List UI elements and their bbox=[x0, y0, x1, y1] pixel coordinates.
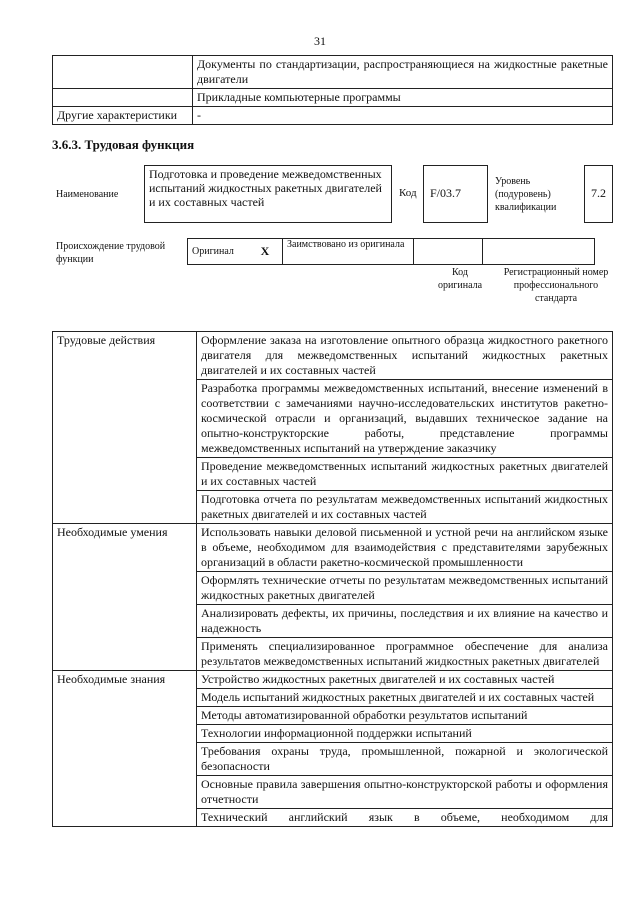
table-row bbox=[53, 524, 613, 572]
reg-caption: Регистрационный номер профессионального стандарта bbox=[503, 267, 609, 304]
origin-block bbox=[52, 238, 613, 328]
borrowed-label: Заимствовано из оригинала bbox=[283, 239, 414, 265]
list-item: Разработка программы межведомственных испытаний, внесение изменений в соответствии с замечаниями научно-исследовательских институтов ракетно-космической отрасли и организаций, выдавших техническое задание на опытно-конструкторские работы, представление программы межведомственных испытаний на утверждение заказчику bbox=[197, 380, 613, 458]
group-label: Трудовые действия bbox=[53, 332, 197, 524]
original-label: Оригинал bbox=[188, 239, 249, 265]
list-item: Технический английский язык в объеме, необходимом для bbox=[197, 809, 613, 827]
row-label bbox=[53, 56, 193, 89]
list-item: Требования охраны труда, промышленной, пожарной и экологической безопасности bbox=[197, 743, 613, 776]
list-item: Оформление заказа на изготовление опытного образца жидкостного ракетного двигателя для межведомственных испытаний жидкостных ракетных двигателей и их составных частей bbox=[197, 332, 613, 380]
row-label: Другие характеристики bbox=[53, 107, 193, 125]
page-number: 31 bbox=[314, 34, 326, 48]
original-mark: X bbox=[248, 239, 283, 265]
characteristics-table bbox=[52, 55, 613, 125]
table-row bbox=[53, 107, 613, 125]
group-label: Необходимые знания bbox=[53, 671, 197, 827]
list-item: Основные правила завершения опытно-конструкторской работы и оформления отчетности bbox=[197, 776, 613, 809]
list-item: Подготовка отчета по результатам межведомственных испытаний жидкостных ракетных двигателей и их составных частей bbox=[197, 491, 613, 524]
list-item: Использовать навыки деловой письменной и устной речи на английском языке в объеме, необходимом для взаимодействия с представителями зарубежных организаций в области ракетно-космической промышленности bbox=[197, 524, 613, 572]
level-value: 7.2 bbox=[584, 165, 613, 223]
name-label: Наименование bbox=[56, 189, 119, 200]
code-caption: Код оригинала bbox=[437, 267, 483, 291]
level-label: Уровень (подуровень) квалификации bbox=[495, 176, 557, 213]
list-item: Технологии информационной поддержки испытаний bbox=[197, 725, 613, 743]
list-item: Устройство жидкостных ракетных двигателей и их составных частей bbox=[197, 671, 613, 689]
row-text: - bbox=[193, 107, 613, 125]
origin-reg-cell bbox=[483, 239, 595, 265]
list-item: Методы автоматизированной обработки результатов испытаний bbox=[197, 707, 613, 725]
table-row bbox=[188, 239, 595, 265]
table-row bbox=[53, 89, 613, 107]
function-table bbox=[52, 331, 613, 827]
table-row bbox=[53, 332, 613, 380]
list-item: Применять специализированное программное обеспечение для анализа результатов межведомственных испытаний жидкостных ракетных двигателей bbox=[197, 638, 613, 671]
list-item: Модель испытаний жидкостных ракетных двигателей и их составных частей bbox=[197, 689, 613, 707]
function-code: F/03.7 bbox=[423, 165, 488, 223]
code-label: Код bbox=[399, 187, 417, 199]
row-text: Прикладные компьютерные программы bbox=[193, 89, 613, 107]
function-name: Подготовка и проведение межведомственных испытаний жидкостных ракетных двигателей и их составных частей bbox=[144, 165, 392, 223]
list-item: Анализировать дефекты, их причины, последствия и их влияние на качество и надежность bbox=[197, 605, 613, 638]
list-item: Проведение межведомственных испытаний жидкостных ракетных двигателей и их составных частей bbox=[197, 458, 613, 491]
group-label: Необходимые умения bbox=[53, 524, 197, 671]
section-title: 3.6.3. Трудовая функция bbox=[52, 137, 195, 152]
table-row bbox=[53, 671, 613, 689]
origin-table bbox=[187, 238, 595, 265]
origin-label: Происхождение трудовой функции bbox=[56, 241, 166, 265]
row-label bbox=[53, 89, 193, 107]
function-header bbox=[52, 165, 613, 225]
origin-code-cell bbox=[414, 239, 483, 265]
table-row bbox=[53, 56, 613, 89]
row-text: Документы по стандартизации, распространяющиеся на жидкостные ракетные двигатели bbox=[193, 56, 613, 89]
list-item: Оформлять технические отчеты по результатам межведомственных испытаний жидкостных ракетных двигателей bbox=[197, 572, 613, 605]
